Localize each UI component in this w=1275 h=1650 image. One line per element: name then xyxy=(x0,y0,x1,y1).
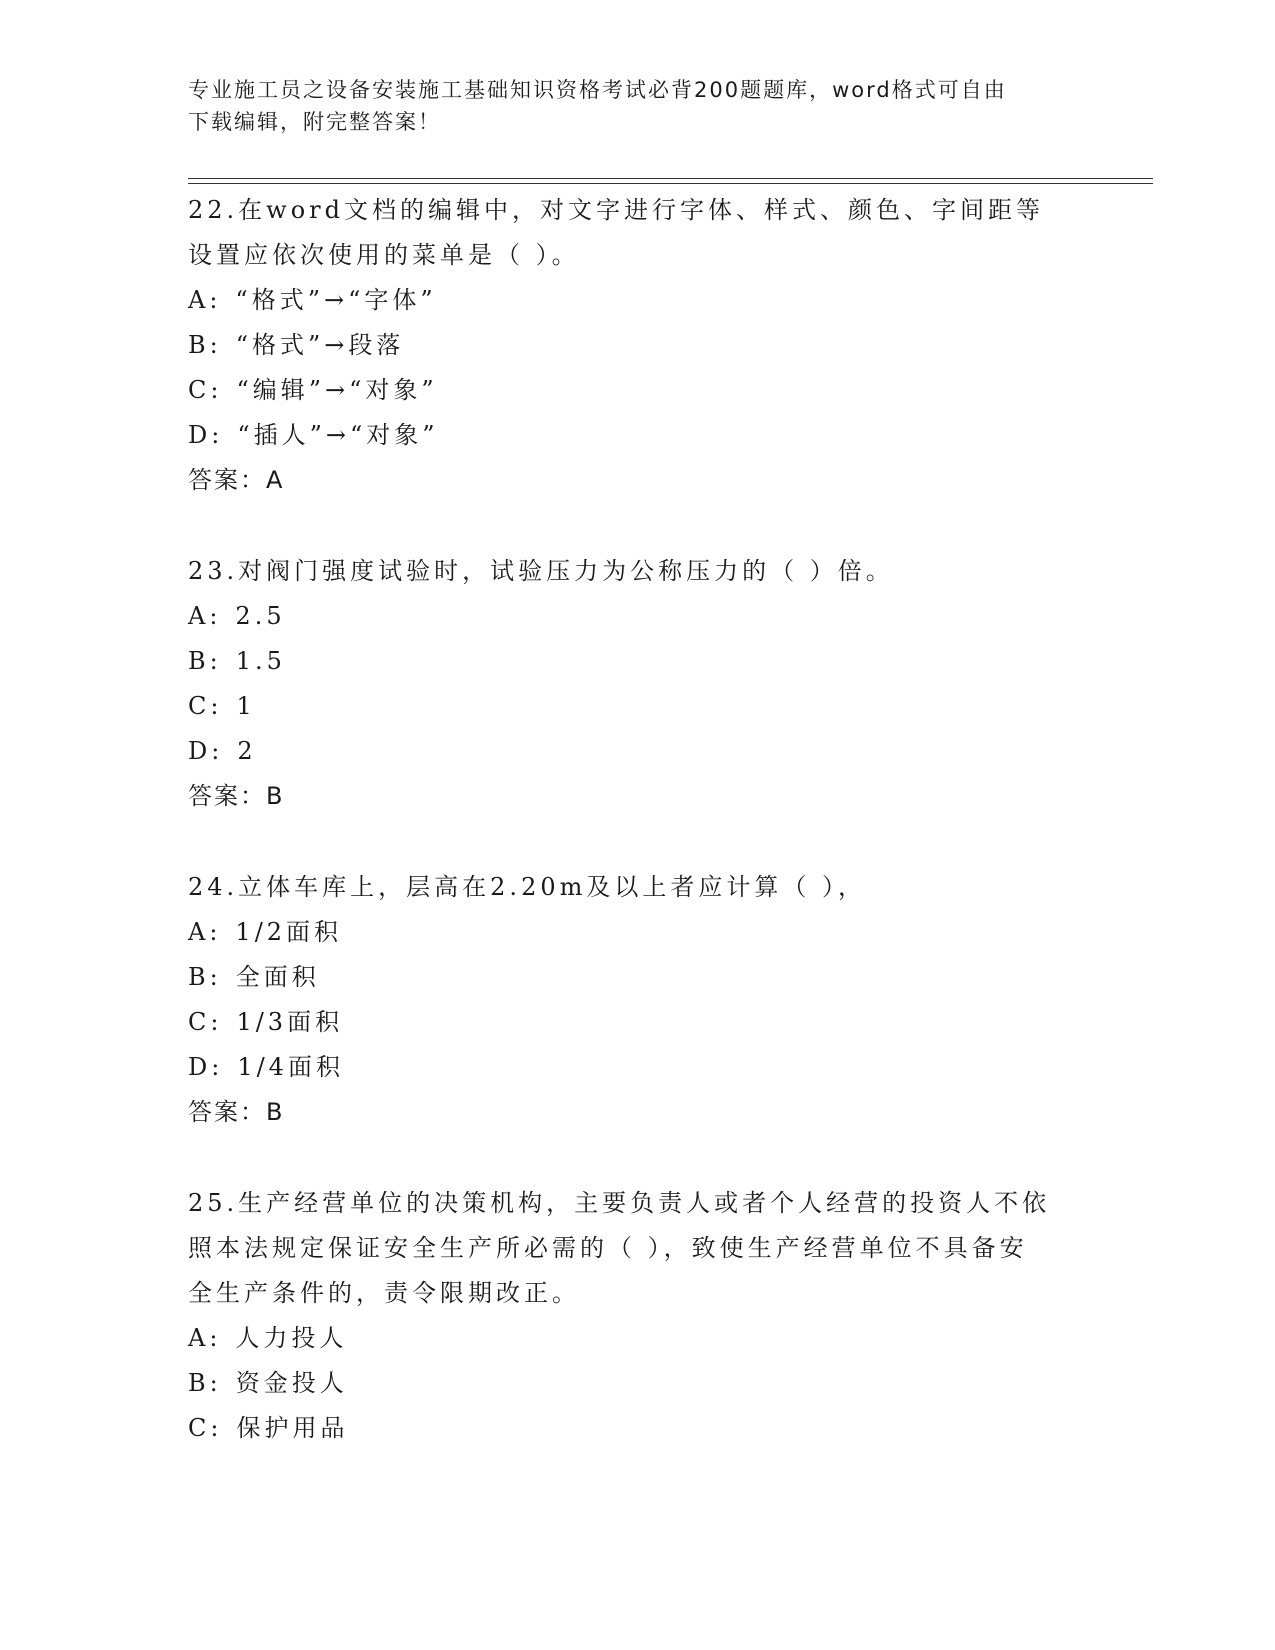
option-letter: A: xyxy=(188,918,222,946)
option-c xyxy=(188,368,1088,413)
option-b xyxy=(188,323,1088,368)
document-header xyxy=(188,74,1068,138)
option-text: “插人”→“对象” xyxy=(237,421,439,449)
option-letter: C: xyxy=(188,1414,223,1442)
header-line-1: 专业施工员之设备安装施工基础知识资格考试必背200题题库，word格式可自由 xyxy=(188,78,1007,102)
option-letter: D: xyxy=(188,1053,224,1081)
option-text: 1/3面积 xyxy=(236,1008,344,1036)
option-c xyxy=(188,684,1088,729)
option-a xyxy=(188,1316,1088,1361)
question-stem-line: 24.立体车库上，层高在2.20m及以上者应计算（ ）， xyxy=(188,873,866,901)
option-letter: B: xyxy=(188,963,222,991)
option-a xyxy=(188,278,1088,323)
answer-label: 答案：A xyxy=(188,466,285,494)
option-letter: C: xyxy=(188,376,223,404)
option-text: 资金投人 xyxy=(235,1369,348,1397)
option-text: 人力投人 xyxy=(235,1324,348,1352)
option-letter: C: xyxy=(188,1008,223,1036)
option-c xyxy=(188,1406,1088,1451)
option-b xyxy=(188,639,1088,684)
option-letter: D: xyxy=(188,737,224,765)
question-stem-line: 全生产条件的，责令限期改正。 xyxy=(188,1279,580,1307)
question-stem-line: 22.在word文档的编辑中，对文字进行字体、样式、颜色、字间距等 xyxy=(188,196,1044,224)
option-text: 1 xyxy=(236,692,256,720)
header-line-2: 下载编辑，附完整答案！ xyxy=(188,110,441,134)
answer-label: 答案：B xyxy=(188,782,285,810)
option-text: 保护用品 xyxy=(236,1414,349,1442)
option-b xyxy=(188,1361,1088,1406)
question-stem-line: 25.生产经营单位的决策机构，主要负责人或者个人经营的投资人不依 xyxy=(188,1189,1051,1217)
header-rule-bottom xyxy=(188,183,1153,184)
option-letter: C: xyxy=(188,692,223,720)
question-24 xyxy=(188,865,1088,1135)
option-text: 1/2面积 xyxy=(235,918,343,946)
option-text: 1/4面积 xyxy=(237,1053,344,1081)
question-stem-line: 照本法规定保证安全生产所必需的（ ），致使生产经营单位不具备安 xyxy=(188,1234,1028,1262)
option-letter: B: xyxy=(188,1369,222,1397)
option-letter: D: xyxy=(188,421,224,449)
option-d xyxy=(188,729,1088,774)
option-text: 2.5 xyxy=(235,602,286,630)
question-25 xyxy=(188,1181,1088,1451)
option-d xyxy=(188,413,1088,458)
question-stem-line: 设置应依次使用的菜单是（ ）。 xyxy=(188,241,580,269)
question-stem-line: 23.对阀门强度试验时，试验压力为公称压力的（ ）倍。 xyxy=(188,557,894,585)
option-letter: A: xyxy=(188,602,222,630)
option-letter: B: xyxy=(188,331,222,359)
header-rule-top xyxy=(188,178,1153,179)
question-23 xyxy=(188,549,1088,819)
answer-label: 答案：B xyxy=(188,1098,285,1126)
option-text: 全面积 xyxy=(235,963,320,991)
option-b xyxy=(188,955,1088,1000)
option-text: “格式”→段落 xyxy=(235,331,405,359)
question-22 xyxy=(188,188,1088,503)
option-d xyxy=(188,1045,1088,1090)
option-a xyxy=(188,910,1088,955)
option-letter: A: xyxy=(188,286,222,314)
option-letter: B: xyxy=(188,647,222,675)
option-text: “格式”→“字体” xyxy=(235,286,437,314)
option-letter: A: xyxy=(188,1324,222,1352)
option-c xyxy=(188,1000,1088,1045)
option-a xyxy=(188,594,1088,639)
question-list xyxy=(188,188,1088,1497)
option-text: 2 xyxy=(237,737,257,765)
option-text: 1.5 xyxy=(235,647,286,675)
option-text: “编辑”→“对象” xyxy=(236,376,438,404)
